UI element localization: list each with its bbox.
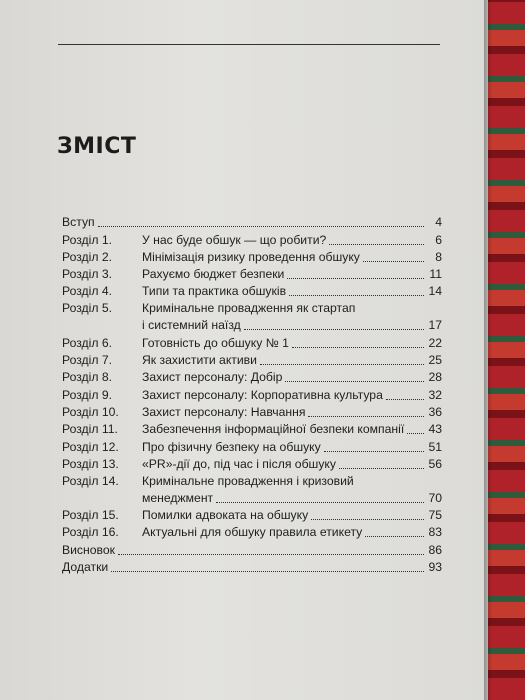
toc-leader-dots	[329, 244, 424, 245]
toc-row	[62, 231, 442, 248]
toc-page-number: 25	[428, 353, 442, 368]
toc-page-number: 56	[428, 456, 442, 471]
toc-row	[62, 386, 442, 403]
toc-entry-title: Забезпечення інформаційної безпеки компанії	[142, 422, 405, 437]
rug-background	[488, 0, 525, 700]
toc-leader-dots	[324, 451, 424, 452]
toc-chapter-number: Розділ 11.	[62, 422, 118, 437]
toc-chapter-number: Розділ 12.	[62, 439, 119, 454]
toc-row	[62, 334, 442, 351]
toc-page-number: 8	[435, 249, 442, 264]
toc-page-number: 32	[428, 387, 442, 402]
toc-leader-dots	[339, 468, 424, 469]
toc-chapter-number: Розділ 1.	[62, 232, 113, 247]
toc-chapter-number: Розділ 2.	[62, 249, 113, 264]
toc-page-number: 17	[428, 318, 442, 333]
toc-page-number: 70	[428, 490, 442, 505]
toc-chapter-number: Розділ 15.	[62, 508, 119, 523]
toc-leader-dots	[111, 571, 424, 572]
toc-leader-dots	[292, 347, 424, 348]
toc-chapter-number: Розділ 10.	[62, 404, 119, 419]
toc-row	[62, 421, 442, 438]
toc-entry-title: Кримінальне провадження як стартап	[142, 301, 356, 316]
header-rule	[58, 44, 440, 45]
toc-leader-dots	[287, 278, 424, 279]
toc-page-number: 6	[435, 232, 442, 247]
toc-row	[62, 266, 442, 283]
toc-page-number: 75	[428, 508, 442, 523]
toc-entry-label: Додатки	[62, 560, 109, 575]
toc-page-number: 11	[429, 267, 442, 282]
toc-page-number: 86	[428, 542, 442, 557]
toc-leader-dots	[244, 329, 424, 330]
toc-row	[62, 404, 442, 421]
page-edge-shadow	[484, 0, 492, 700]
toc-page-number: 28	[428, 370, 442, 385]
toc-page-number: 93	[428, 560, 442, 575]
toc-entry-title: «PR»-дії до, під час і після обшуку	[142, 456, 336, 471]
toc-entry-title-continued: і системний наїзд	[142, 318, 241, 333]
toc-chapter-number: Розділ 7.	[62, 353, 113, 368]
toc-leader-dots	[118, 554, 424, 555]
toc-entry-title: Рахуємо бюджет безпеки	[142, 267, 285, 282]
toc-entry-title: Кримінальне провадження і кризовий	[142, 473, 354, 488]
toc-entry-title: Захист персоналу: Корпоративна культура	[142, 387, 383, 402]
toc-leader-dots	[363, 261, 424, 262]
toc-page-number: 43	[428, 422, 442, 437]
toc-chapter-number: Розділ 5.	[62, 301, 113, 316]
toc-page-number: 36	[428, 404, 442, 419]
toc-row	[62, 214, 442, 231]
toc-entry-label: Висновок	[62, 542, 115, 557]
toc-row	[62, 524, 442, 541]
toc-chapter-number: Розділ 14.	[62, 473, 119, 488]
toc-page-number: 4	[435, 215, 442, 230]
toc-entry-title: Захист персоналу: Навчання	[142, 404, 306, 419]
toc-row	[62, 283, 442, 300]
toc-page-number: 83	[428, 525, 442, 540]
toc-leader-dots	[386, 399, 424, 400]
toc-entry-title: Готовність до обшуку № 1	[142, 335, 289, 350]
toc-leader-dots	[308, 416, 424, 417]
toc-entry-title: Типи та практика обшуків	[142, 284, 287, 299]
toc-entry-title: У нас буде обшук — що робити?	[142, 232, 327, 247]
table-of-contents	[62, 214, 442, 576]
toc-chapter-number: Розділ 13.	[62, 456, 119, 471]
toc-page-number: 51	[428, 439, 442, 454]
toc-row	[62, 541, 442, 558]
toc-page-number: 14	[428, 284, 442, 299]
toc-entry-title: Захист персоналу: Добір	[142, 370, 283, 385]
toc-chapter-number: Розділ 6.	[62, 335, 113, 350]
toc-leader-dots	[289, 295, 424, 296]
toc-entry-label: Вступ	[62, 215, 95, 230]
toc-row	[62, 300, 442, 334]
toc-leader-dots	[365, 536, 424, 537]
toc-row	[62, 559, 442, 576]
toc-leader-dots	[260, 364, 424, 365]
toc-entry-title: Про фізичну безпеку на обшуку	[142, 439, 321, 454]
page-title: ЗМІСТ	[57, 134, 137, 159]
toc-row	[62, 438, 442, 455]
toc-row	[62, 473, 442, 507]
toc-row	[62, 249, 442, 266]
toc-row	[62, 369, 442, 386]
toc-row	[62, 456, 442, 473]
toc-entry-title-continued: менеджмент	[142, 490, 214, 505]
toc-leader-dots	[216, 502, 424, 503]
toc-entry-title: Помилки адвоката на обшуку	[142, 508, 309, 523]
toc-leader-dots	[311, 519, 424, 520]
toc-chapter-number: Розділ 4.	[62, 284, 113, 299]
toc-chapter-number: Розділ 3.	[62, 267, 113, 282]
toc-chapter-number: Розділ 16.	[62, 525, 119, 540]
toc-leader-dots	[285, 381, 424, 382]
toc-entry-title: Як захистити активи	[142, 353, 257, 368]
toc-entry-title: Мінімізація ризику проведення обшуку	[142, 249, 360, 264]
toc-entry-title: Актуальні для обшуку правила етикету	[142, 525, 363, 540]
toc-row	[62, 507, 442, 524]
toc-leader-dots	[407, 433, 424, 434]
toc-chapter-number: Розділ 8.	[62, 370, 113, 385]
toc-page-number: 22	[428, 335, 442, 350]
toc-row	[62, 352, 442, 369]
toc-leader-dots	[98, 226, 424, 227]
toc-chapter-number: Розділ 9.	[62, 387, 113, 402]
